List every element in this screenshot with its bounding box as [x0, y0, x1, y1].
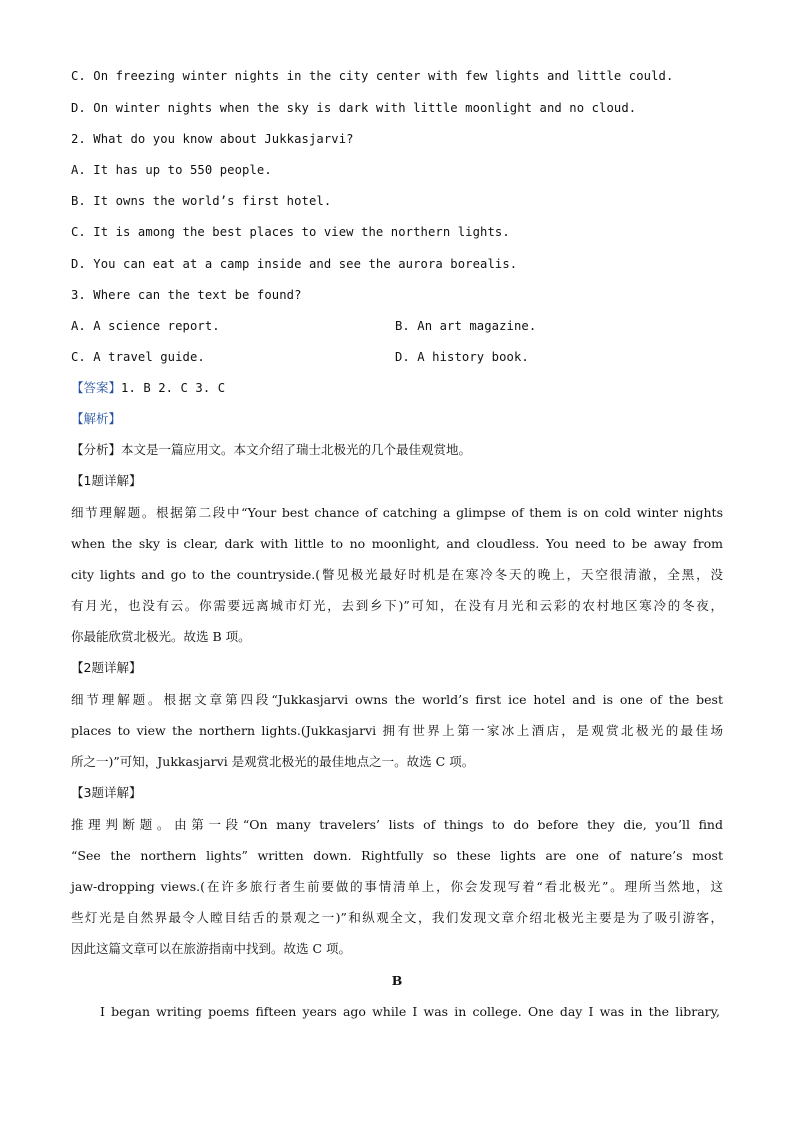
q2-detail-line-1: 细节理解题。根据文章第四段“Jukkasjarvi owns the world’s first ice hotel and is one of the best: [71, 692, 723, 707]
q1-option-d: D. On winter nights when the sky is dark with little moonlight and no cloud.: [71, 101, 637, 115]
q3-detail-line-1: 推理判断题。由第一段“On many travelers’ lists of things to do before they die, you’ll find: [71, 817, 723, 832]
passage-b-heading: B: [391, 973, 403, 988]
q3-option-c: C. A travel guide.: [71, 350, 205, 364]
q1-detail-line-1: 细节理解题。根据第二段中“Your best chance of catching a glimpse of them is on cold winter nights: [71, 505, 723, 520]
q2-option-c: C. It is among the best places to view the northern lights.: [71, 225, 510, 239]
q1-detail-line-5: 你最能欣赏北极光。故选 B 项。: [71, 629, 251, 644]
q2-option-d: D. You can eat at a camp inside and see the aurora borealis.: [71, 257, 518, 271]
q1-detail-heading: 【1题详解】: [71, 473, 142, 488]
q3-options-row-2: [71, 348, 723, 366]
q3-detail-line-5: 因此这篇文章可以在旅游指南中找到。故选 C 项。: [71, 941, 352, 956]
q2-detail-heading: 【2题详解】: [71, 660, 142, 675]
q3-detail-line-2: “See the northern lights” written down. Rightfully so these lights are one of nature’s most: [71, 848, 723, 863]
q3-options-row-1: [71, 317, 723, 335]
q3-stem: 3. Where can the text be found?: [71, 288, 302, 302]
passage-b-first-line: I began writing poems fifteen years ago while I was in college. One day I was in the library,: [100, 1004, 720, 1019]
q3-detail-line-3: jaw-dropping views.(在许多旅行者生前要做的事情清单上，你会发现写着“看北极光”。理所当然地，这: [71, 879, 723, 894]
q2-stem: 2. What do you know about Jukkasjarvi?: [71, 132, 354, 146]
q1-detail-line-2: when the sky is clear, dark with little to no moonlight, and cloudless. You need to be away from: [71, 536, 723, 551]
q1-detail-line-3: city lights and go to the countryside.(瞥见极光最好时机是在寒冷冬天的晚上，天空很清澈，全黑，没: [71, 567, 723, 582]
q3-option-d: D. A history book.: [395, 350, 529, 364]
q1-option-c: C. On freezing winter nights in the city center with few lights and little could.: [71, 69, 674, 83]
q3-option-b: B. An art magazine.: [395, 319, 537, 333]
q2-option-a: A. It has up to 550 people.: [71, 163, 272, 177]
q3-option-a: A. A science report.: [71, 319, 220, 333]
q2-detail-line-3: 所之一)”可知，Jukkasjarvi 是观赏北极光的最佳地点之一。故选 C 项。: [71, 754, 475, 769]
q2-option-b: B. It owns the world’s first hotel.: [71, 194, 332, 208]
q3-detail-line-4: 些灯光是自然界最令人瞠目结舌的景观之一)”和纵观全文，我们发现文章介绍北极光主要是为了吸引游客，: [71, 910, 723, 925]
answer-label: 【答案】: [71, 380, 122, 395]
q2-detail-line-2: places to view the northern lights.(Jukkasjarvi 拥有世界上第一家冰上酒店，是观赏北极光的最佳场: [71, 723, 723, 738]
analysis-summary: 【分析】本文是一篇应用文。本文介绍了瑞士北极光的几个最佳观赏地。: [71, 442, 472, 457]
q1-detail-line-4: 有月光，也没有云。你需要远离城市灯光，去到乡下)”可知，在没有月光和云彩的农村地区寒冷的冬夜，: [71, 598, 723, 613]
q3-detail-heading: 【3题详解】: [71, 785, 142, 800]
analysis-label: 【解析】: [71, 411, 122, 426]
answer-line: [71, 379, 225, 397]
answer-value: 1. B 2. C 3. C: [121, 381, 226, 395]
